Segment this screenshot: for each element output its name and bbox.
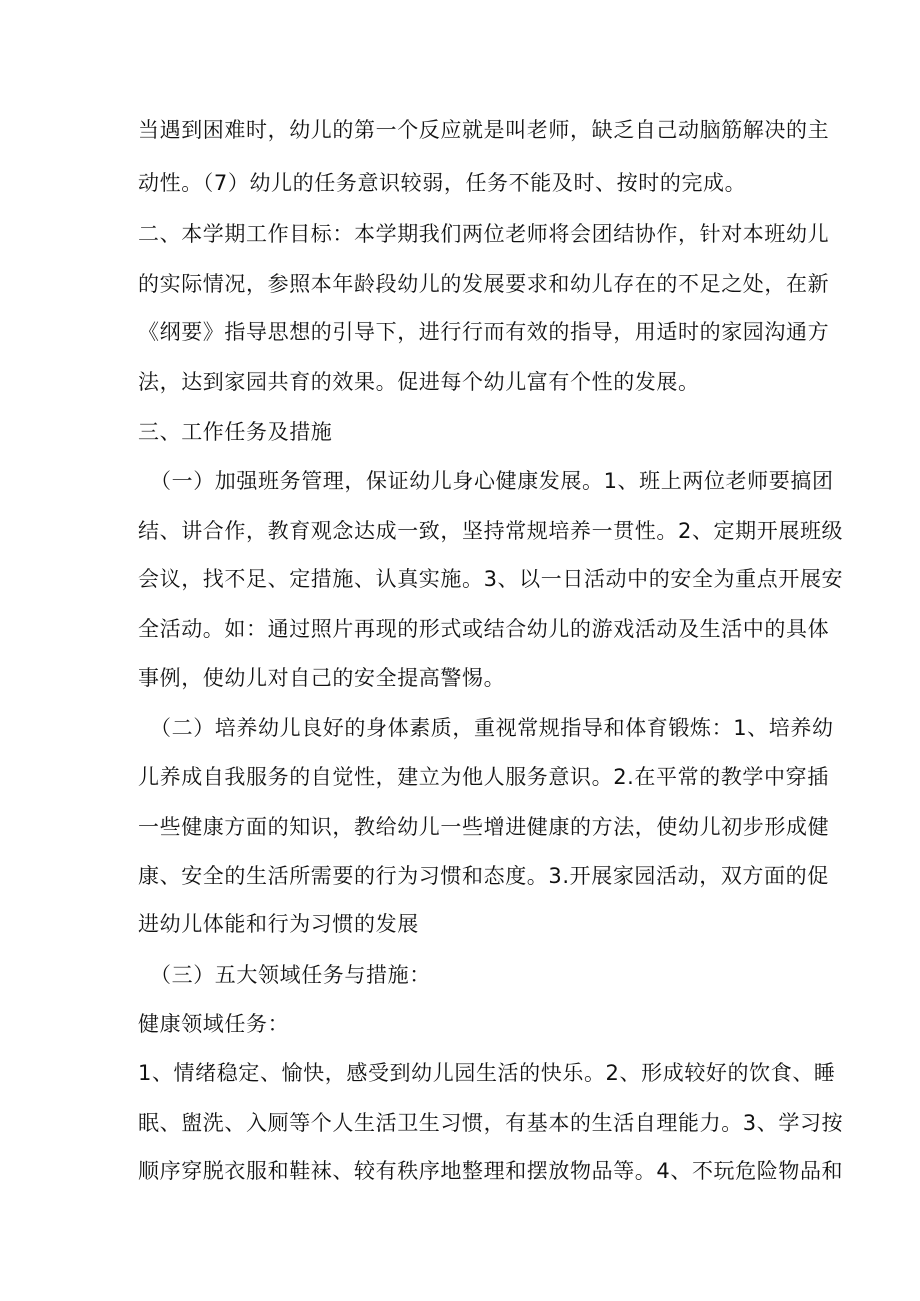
text-line: 动性。（7）幼儿的任务意识较弱，任务不能及时、按时的完成。 [138, 171, 747, 195]
subsection-heading-2: （二）培养幼儿良好的身体素质，重视常规指导和体育锻炼：1、培养幼 [150, 716, 834, 740]
text-line: 康、安全的生活所需要的行为习惯和态度。3.开展家园活动，双方面的促 [138, 864, 829, 888]
text-line: 事例，使幼儿对自己的安全提高警惕。 [138, 666, 506, 690]
section-heading-goals: 二、本学期工作目标：本学期我们两位老师将会团结协作，针对本班幼儿 [138, 222, 830, 246]
text-line: 《纲要》指导思想的引导下，进行行而有效的指导，用适时的家园沟通方 [138, 320, 830, 344]
health-domain-heading: 健康领域任务： [138, 1012, 290, 1036]
section-heading-tasks: 三、工作任务及措施 [138, 420, 333, 444]
text-line: 当遇到困难时，幼儿的第一个反应就是叫老师，缺乏自己动脑筋解决的主 [138, 118, 830, 142]
text-line: 顺序穿脱衣服和鞋袜、较有秩序地整理和摆放物品等。4、不玩危险物品和 [138, 1159, 844, 1183]
text-line: 1、情绪稳定、愉快，感受到幼儿园生活的快乐。2、形成较好的饮食、睡 [138, 1061, 836, 1085]
text-line: 全活动。如：通过照片再现的形式或结合幼儿的游戏活动及生活中的具体 [138, 617, 830, 641]
text-line: 儿养成自我服务的自觉性，建立为他人服务意识。2.在平常的教学中穿插 [138, 765, 829, 789]
text-line: 法，达到家园共育的效果。促进每个幼儿富有个性的发展。 [138, 370, 700, 394]
subsection-heading-3: （三）五大领域任务与措施： [150, 963, 431, 987]
text-line: 会议，找不足、定措施、认真实施。3、以一日活动中的安全为重点开展安 [138, 567, 844, 591]
text-line: 一些健康方面的知识，教给幼儿一些增进健康的方法，使幼儿初步形成健 [138, 815, 830, 839]
text-line: 结、讲合作，教育观念达成一致，坚持常规培养一贯性。2、定期开展班级 [138, 519, 844, 543]
subsection-heading-1: （一）加强班务管理，保证幼儿身心健康发展。1、班上两位老师要搞团 [150, 469, 834, 493]
text-line: 进幼儿体能和行为习惯的发展 [138, 912, 419, 936]
text-line: 眠、盥洗、入厕等个人生活卫生习惯，有基本的生活自理能力。3、学习按 [138, 1111, 844, 1135]
text-line: 的实际情况，参照本年龄段幼儿的发展要求和幼儿存在的不足之处，在新 [138, 272, 830, 296]
